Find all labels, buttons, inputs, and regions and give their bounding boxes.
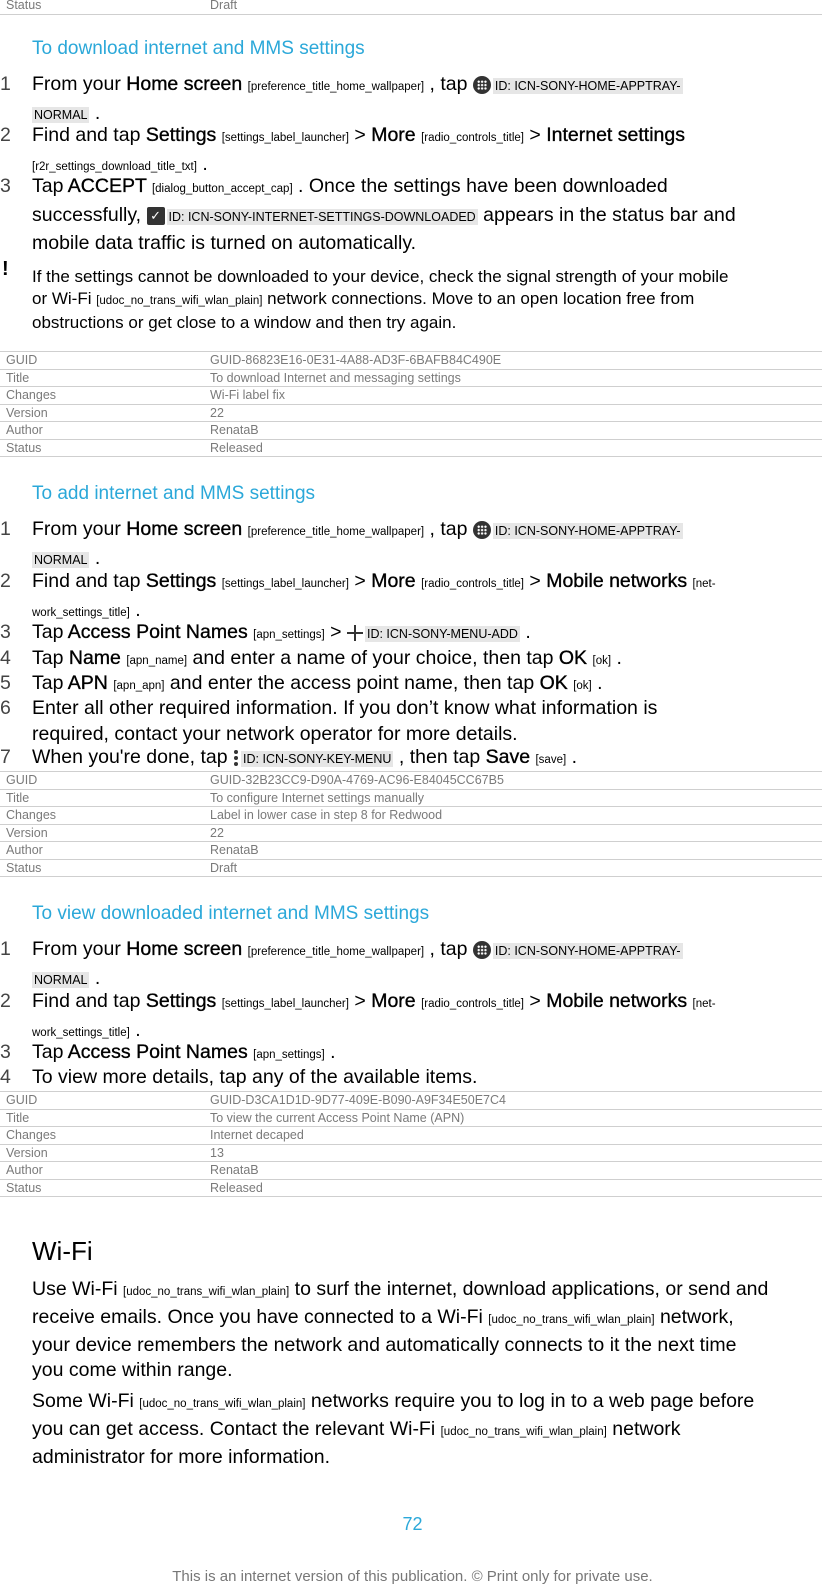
text: you can get access. Contact the relevant Wi-Fi	[32, 1418, 441, 1440]
separator: >	[523, 124, 547, 146]
string-id: [save]	[535, 754, 567, 766]
meta-row	[0, 772, 822, 790]
step-text	[32, 988, 822, 1046]
text: or Wi-Fi	[32, 289, 97, 308]
meta-row	[0, 405, 822, 423]
string-id: [apn_settings]	[253, 1049, 325, 1061]
text: Tap	[32, 621, 68, 643]
step-number: 2	[0, 124, 11, 146]
text: successfully,	[32, 204, 147, 226]
string-id: [apn_name]	[126, 655, 188, 667]
wifi-paragraph-1	[32, 1277, 822, 1383]
meta-key: GUID	[6, 1093, 38, 1107]
separator: >	[348, 990, 372, 1012]
text: , then tap	[393, 746, 486, 768]
text: , tap	[424, 518, 473, 540]
meta-row	[0, 370, 822, 388]
meta-row	[0, 860, 822, 878]
meta-key: Changes	[6, 808, 57, 822]
string-id: [radio_controls_title]	[421, 132, 524, 144]
meta-row	[0, 1092, 822, 1110]
meta-key: Status	[6, 1180, 42, 1195]
text: to surf the internet, download applications, or send and	[289, 1278, 769, 1300]
ui-term: Mobile networks	[546, 990, 688, 1012]
step-number: 5	[0, 672, 11, 694]
ui-term: OK	[539, 672, 568, 694]
ui-term: More	[371, 570, 416, 592]
meta-value: Released	[210, 440, 263, 455]
meta-row	[0, 790, 822, 808]
string-id: [settings_label_launcher]	[221, 578, 349, 590]
ui-term: Home screen	[126, 938, 243, 960]
icon-id-label: ID: ICN-SONY-HOME-APPTRAY-	[494, 79, 681, 93]
text: required, contact your network operator for more details.	[32, 723, 518, 745]
text: , tap	[424, 73, 473, 95]
meta-row	[0, 825, 822, 843]
string-id: [udoc_no_trans_wifi_wlan_plain]	[139, 1398, 306, 1410]
text: Use Wi-Fi	[32, 1278, 123, 1300]
string-id: [r2r_settings_download_title_txt]	[32, 161, 197, 173]
string-id: work_settings_title]	[32, 1027, 130, 1039]
meta-row	[0, 422, 822, 440]
ui-term: Access Point Names	[67, 1041, 248, 1063]
string-id: [udoc_no_trans_wifi_wlan_plain]	[488, 1314, 655, 1326]
meta-value: Draft	[210, 0, 238, 12]
text: network connections. Move to an open location free from	[262, 289, 695, 308]
ui-term: Name	[68, 647, 121, 669]
text: administrator for more information.	[32, 1446, 331, 1468]
ui-term: More	[371, 990, 416, 1012]
ui-term: More	[371, 124, 416, 146]
meta-key: Version	[6, 825, 48, 840]
text: .	[519, 621, 531, 643]
wifi-paragraph-2	[32, 1389, 822, 1470]
text: obstructions or get close to a window and then try again.	[32, 313, 457, 332]
meta-value: To download Internet and messaging settings	[210, 370, 461, 385]
meta-row	[0, 1145, 822, 1163]
text: your device remembers the network and automatically connects to it the next time	[32, 1334, 737, 1356]
string-id: [settings_label_launcher]	[221, 998, 349, 1010]
separator: >	[348, 570, 372, 592]
string-id: [net-	[692, 578, 716, 590]
meta-value: Released	[210, 1180, 263, 1195]
string-id: [preference_title_home_wallpaper]	[247, 526, 425, 538]
step-text	[32, 122, 822, 180]
overflow-menu-icon	[233, 749, 239, 767]
ui-term: Settings	[145, 990, 217, 1012]
meta-row	[0, 1110, 822, 1128]
step-number: 4	[0, 647, 11, 669]
step-text	[32, 695, 822, 747]
text: Find and tap	[32, 124, 146, 146]
meta-key: Author	[6, 423, 43, 437]
text: .	[611, 647, 622, 669]
icon-id-label: ID: ICN-SONY-HOME-APPTRAY-	[494, 944, 681, 958]
footer-notice: This is an internet version of this publication. © Print only for private use.	[172, 1568, 653, 1585]
section-heading-add: To add internet and MMS settings	[32, 483, 316, 504]
meta-value: Wi-Fi label fix	[210, 388, 286, 402]
meta-value: Draft	[210, 860, 238, 875]
note-text	[32, 266, 822, 334]
meta-key: Status	[6, 860, 42, 875]
step-number: 3	[0, 1041, 11, 1063]
warning-icon: !	[2, 258, 9, 280]
meta-value: GUID-32B23CC9-D90A-4769-AC96-E84045CC67B5	[210, 773, 504, 787]
meta-value: To view the current Access Point Name (APN)	[210, 1110, 465, 1125]
meta-row	[0, 807, 822, 825]
meta-row	[0, 0, 822, 15]
ui-term: Mobile networks	[546, 570, 688, 592]
string-id: [net-	[692, 998, 716, 1010]
meta-value: 22	[210, 825, 224, 840]
meta-key: Version	[6, 405, 48, 420]
meta-value: 13	[210, 1145, 224, 1160]
step-number: 7	[0, 746, 11, 768]
text: appears in the status bar and	[477, 204, 736, 226]
step-text	[32, 619, 822, 648]
step-number: 1	[0, 73, 11, 95]
text: From your	[32, 938, 127, 960]
string-id: [dialog_button_accept_cap]	[151, 183, 293, 195]
meta-value: GUID-D3CA1D1D-9D77-409E-B090-A9F34E50E7C4	[210, 1093, 506, 1107]
string-id: [preference_title_home_wallpaper]	[247, 81, 425, 93]
meta-table	[0, 771, 822, 877]
step-text	[32, 1064, 822, 1090]
text: .	[129, 599, 141, 621]
text: Tap	[32, 672, 68, 694]
string-id: [preference_title_home_wallpaper]	[247, 946, 425, 958]
step-number: 3	[0, 175, 11, 197]
text: .	[591, 672, 603, 694]
meta-value: RenataB	[210, 843, 259, 857]
step-text	[32, 516, 822, 573]
meta-row	[0, 352, 822, 370]
meta-row	[0, 1180, 822, 1198]
string-id: [radio_controls_title]	[421, 578, 524, 590]
text: mobile data traffic is turned on automatically.	[32, 232, 417, 254]
string-id: [settings_label_launcher]	[221, 132, 349, 144]
text: Some Wi-Fi	[32, 1390, 140, 1412]
icon-id-label: NORMAL	[34, 108, 88, 122]
meta-key: Changes	[6, 1128, 57, 1142]
meta-table	[0, 351, 822, 457]
text: network	[606, 1418, 681, 1440]
icon-id-label: ID: ICN-SONY-HOME-APPTRAY-	[494, 524, 681, 538]
meta-table	[0, 1091, 822, 1197]
text: .	[89, 967, 101, 989]
string-id: [ok]	[573, 680, 592, 692]
app-tray-icon	[473, 941, 491, 959]
icon-id-label: ID: ICN-SONY-KEY-MENU	[243, 752, 392, 766]
step-number: 2	[0, 990, 11, 1012]
step-text	[32, 568, 822, 626]
separator: >	[523, 990, 547, 1012]
text: Tap	[32, 175, 68, 197]
text: Tap	[32, 647, 69, 669]
text: you come within range.	[32, 1359, 233, 1381]
text: From your	[32, 73, 127, 95]
step-number: 4	[0, 1066, 11, 1088]
text: From your	[32, 518, 127, 540]
text: When you're done, tap	[32, 746, 234, 768]
ui-term: Home screen	[126, 518, 243, 540]
step-number: 6	[0, 697, 11, 719]
ui-term: Internet settings	[546, 124, 685, 146]
meta-key: Title	[6, 370, 30, 385]
text: Find and tap	[32, 990, 146, 1012]
string-id: [apn_apn]	[113, 680, 165, 692]
text: and enter the access point name, then tap	[164, 672, 540, 694]
meta-key: Version	[6, 1145, 48, 1160]
ui-term: Access Point Names	[67, 621, 248, 643]
meta-row	[0, 1127, 822, 1145]
meta-value: RenataB	[210, 423, 259, 437]
separator: >	[348, 124, 372, 146]
app-tray-icon	[473, 76, 491, 94]
step-number: 2	[0, 570, 11, 592]
step-number: 1	[0, 518, 11, 540]
ui-term: APN	[67, 672, 108, 694]
text: .	[566, 746, 578, 768]
string-id: [udoc_no_trans_wifi_wlan_plain]	[123, 1286, 290, 1298]
ui-term: OK	[558, 647, 588, 669]
text: networks require you to log in to a web page before	[305, 1390, 755, 1412]
text: .	[196, 153, 208, 175]
ui-term: ACCEPT	[67, 175, 147, 197]
meta-row	[0, 1162, 822, 1180]
text: receive emails. Once you have connected to a Wi-Fi	[32, 1306, 489, 1328]
string-id: [udoc_no_trans_wifi_wlan_plain]	[440, 1426, 607, 1438]
text: .	[129, 1019, 141, 1041]
add-icon	[347, 625, 363, 641]
section-heading-download: To download internet and MMS settings	[32, 38, 365, 59]
string-id: work_settings_title]	[32, 607, 130, 619]
text: If the settings cannot be downloaded to your device, check the signal strength of your mobile	[32, 267, 729, 286]
string-id: [udoc_no_trans_wifi_wlan_plain]	[96, 295, 263, 307]
step-text	[32, 71, 822, 128]
meta-value: 22	[210, 405, 224, 420]
text: network,	[654, 1306, 734, 1328]
meta-table-top	[0, 0, 822, 15]
step-text	[32, 936, 822, 993]
step-number: 1	[0, 938, 11, 960]
meta-value: Internet decaped	[210, 1128, 304, 1142]
app-tray-icon	[473, 521, 491, 539]
meta-value: Label in lower case in step 8 for Redwood	[210, 808, 443, 822]
meta-value: To configure Internet settings manually	[210, 790, 425, 805]
string-id: [ok]	[592, 655, 612, 667]
ui-term: Save	[485, 746, 531, 768]
meta-key: GUID	[6, 353, 38, 367]
text: .	[89, 102, 101, 124]
step-text	[32, 173, 822, 256]
meta-key: Changes	[6, 388, 57, 402]
text: . Once the settings have been downloaded	[292, 175, 668, 197]
meta-row	[0, 842, 822, 860]
string-id: [apn_settings]	[253, 629, 325, 641]
meta-key: Author	[6, 1163, 43, 1177]
text: .	[324, 1041, 336, 1063]
separator: >	[324, 621, 347, 643]
meta-key: Status	[6, 440, 42, 455]
text: and enter a name of your choice, then tap	[187, 647, 559, 669]
separator: >	[523, 570, 547, 592]
ui-term: Settings	[145, 570, 217, 592]
string-id: [radio_controls_title]	[421, 998, 524, 1010]
meta-value: GUID-86823E16-0E31-4A88-AD3F-6BAFB84C490E	[210, 353, 502, 367]
wifi-heading: Wi-Fi	[32, 1236, 93, 1266]
meta-key: GUID	[6, 773, 38, 787]
section-heading-view: To view downloaded internet and MMS settings	[32, 903, 430, 924]
meta-key: Status	[6, 0, 42, 12]
text: Find and tap	[32, 570, 146, 592]
icon-id-label: ID: ICN-SONY-INTERNET-SETTINGS-DOWNLOADED	[168, 210, 476, 224]
ui-term: Home screen	[126, 73, 243, 95]
meta-key: Author	[6, 843, 43, 857]
text: Tap	[32, 1041, 68, 1063]
page-number: 72	[402, 1514, 423, 1534]
checkmark-icon: ✓	[147, 207, 165, 225]
icon-id-label: ID: ICN-SONY-MENU-ADD	[366, 627, 518, 641]
text: To view more details, tap any of the available items.	[32, 1066, 478, 1088]
ui-term: Settings	[145, 124, 217, 146]
meta-row	[0, 387, 822, 405]
meta-key: Title	[6, 1110, 30, 1125]
meta-key: Title	[6, 790, 30, 805]
text: , tap	[424, 938, 473, 960]
step-text	[32, 744, 822, 773]
text: .	[89, 547, 101, 569]
meta-row	[0, 440, 822, 458]
icon-id-label: NORMAL	[34, 553, 88, 567]
text: Enter all other required information. If you don’t know what information is	[32, 697, 658, 719]
icon-id-label: NORMAL	[34, 973, 88, 987]
meta-value: RenataB	[210, 1163, 259, 1177]
step-number: 3	[0, 621, 11, 643]
